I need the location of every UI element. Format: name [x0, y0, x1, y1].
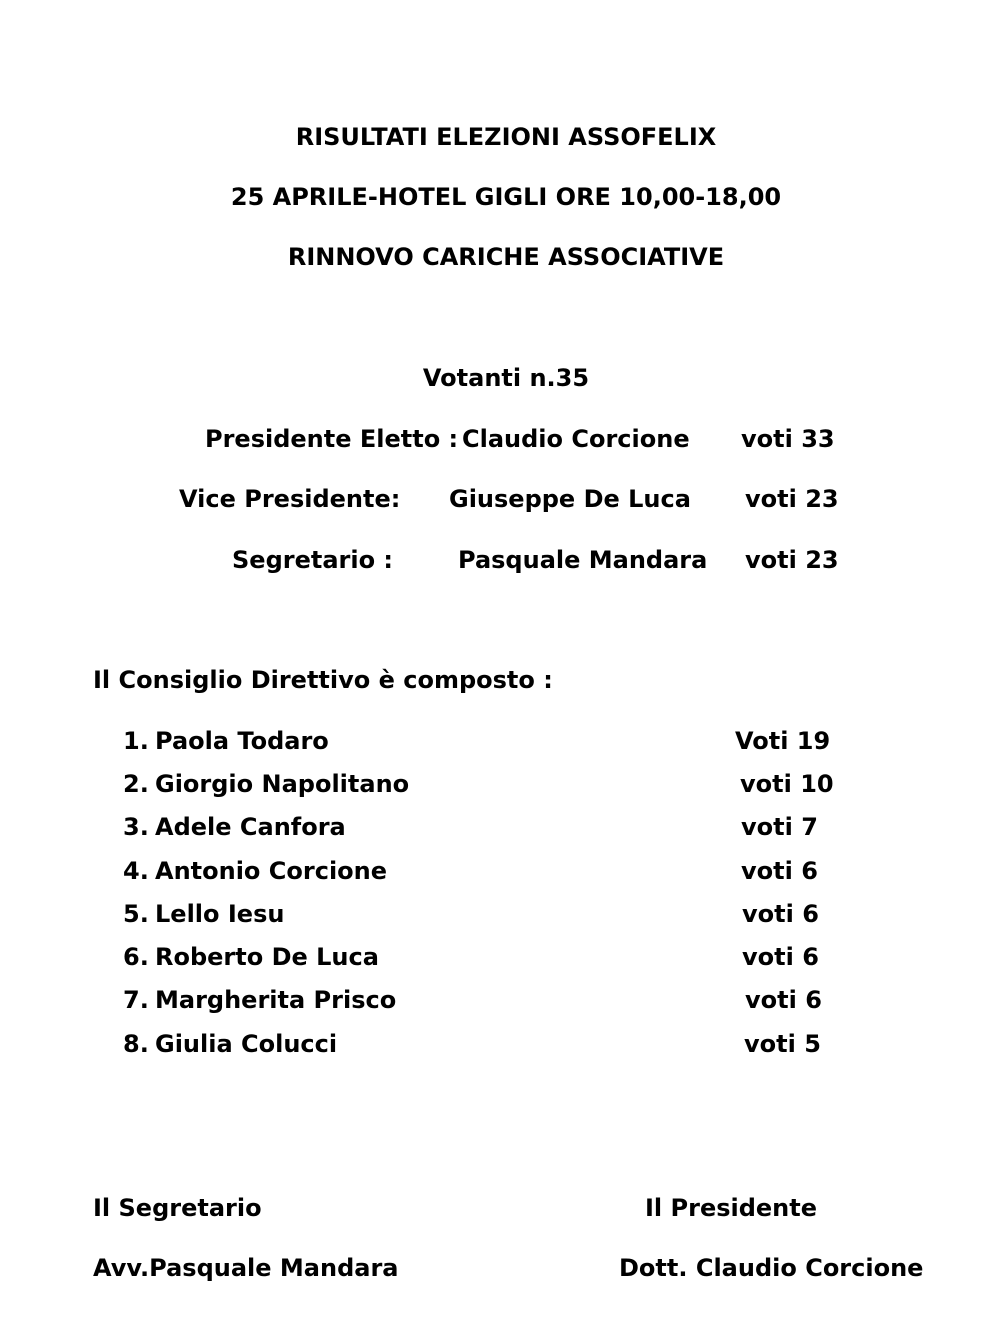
officer-role-secretary: Segretario : — [232, 546, 394, 574]
council-member-votes: voti 5 — [744, 1030, 821, 1058]
council-heading: Il Consiglio Direttivo è composto : — [93, 666, 553, 694]
officer-votes-president: voti 33 — [741, 425, 835, 453]
council-member-votes: voti 7 — [741, 813, 818, 841]
council-member-name: Giorgio Napolitano — [155, 770, 410, 798]
document-title: RISULTATI ELEZIONI ASSOFELIX — [295, 123, 717, 151]
document-subject: RINNOVO CARICHE ASSOCIATIVE — [287, 243, 725, 271]
officer-votes-vice-president: voti 23 — [745, 485, 839, 513]
council-member-votes: voti 6 — [745, 986, 822, 1014]
officer-votes-secretary: voti 23 — [745, 546, 839, 574]
council-member-number: 1. — [123, 727, 149, 755]
council-member-votes: voti 6 — [742, 900, 819, 928]
officer-name-president: Claudio Corcione — [462, 425, 690, 453]
council-member-name: Antonio Corcione — [155, 857, 388, 885]
council-member-votes: voti 6 — [741, 857, 818, 885]
signature-secretary-title: Il Segretario — [93, 1194, 262, 1222]
council-member-number: 5. — [123, 900, 149, 928]
signature-president-name: Dott. Claudio Corcione — [619, 1254, 924, 1282]
council-member-name: Giulia Colucci — [155, 1030, 338, 1058]
council-member-number: 7. — [123, 986, 149, 1014]
council-member-name: Lello Iesu — [155, 900, 285, 928]
council-member-number: 6. — [123, 943, 149, 971]
council-member-name: Margherita Prisco — [155, 986, 397, 1014]
council-member-votes: voti 6 — [742, 943, 819, 971]
signature-secretary-name: Avv.Pasquale Mandara — [93, 1254, 399, 1282]
officer-role-president: Presidente Eletto : — [205, 425, 459, 453]
council-member-number: 3. — [123, 813, 149, 841]
officer-name-vice-president: Giuseppe De Luca — [449, 485, 691, 513]
council-member-name: Adele Canfora — [155, 813, 346, 841]
council-member-number: 2. — [123, 770, 149, 798]
officer-name-secretary: Pasquale Mandara — [458, 546, 708, 574]
voters-count: Votanti n.35 — [422, 364, 590, 392]
signature-president-title: Il Presidente — [645, 1194, 818, 1222]
officer-role-vice-president: Vice Presidente: — [179, 485, 401, 513]
council-member-name: Roberto De Luca — [155, 943, 379, 971]
council-member-number: 4. — [123, 857, 149, 885]
council-member-votes: Voti 19 — [735, 727, 831, 755]
council-member-votes: voti 10 — [740, 770, 834, 798]
council-member-number: 8. — [123, 1030, 149, 1058]
document-subtitle: 25 APRILE-HOTEL GIGLI ORE 10,00-18,00 — [230, 183, 782, 211]
council-member-name: Paola Todaro — [155, 727, 329, 755]
